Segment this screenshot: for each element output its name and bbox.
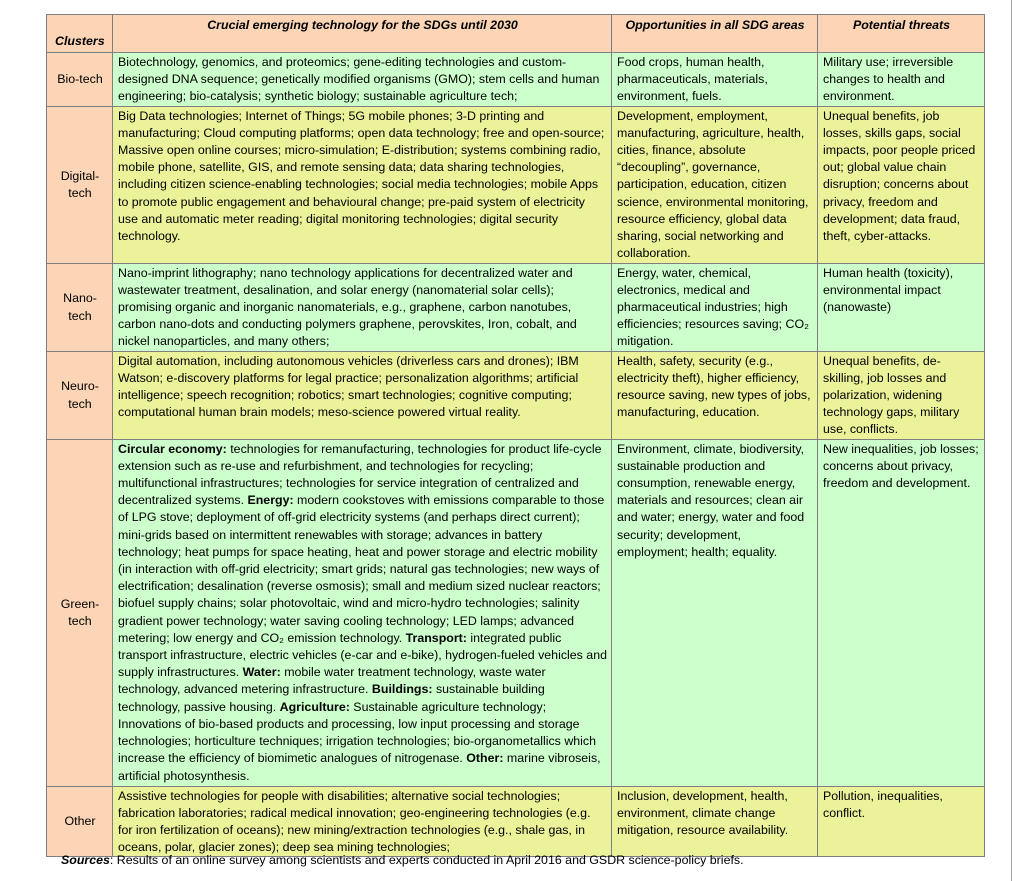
table-row-neurotech bbox=[47, 351, 985, 439]
cluster-label bbox=[47, 53, 113, 107]
subheading-energy: Energy: bbox=[247, 493, 294, 508]
source-label: Sources bbox=[61, 853, 110, 867]
text-transport: integrated public transport infrastructure, electric vehicles (e-car and e-bike), hydrogen-fueled vehicles and supply infrastructures. bbox=[118, 630, 607, 680]
table-row-digitaltech bbox=[47, 106, 985, 263]
cluster-label bbox=[47, 351, 113, 439]
cluster-name: Other bbox=[64, 814, 96, 829]
header-threats: Potential threats bbox=[818, 15, 985, 53]
table-row-other bbox=[47, 786, 985, 857]
opportunities-cell: Food crops, human health, pharmaceuticals, materials, environment, fuels. bbox=[612, 53, 818, 107]
technology-cell: Big Data technologies; Internet of Things; 5G mobile phones; 3-D printing and manufacturing; Cloud computing platforms; open data technology; free and open-source; Massive open online courses; micro-simulation; E-distribution; systems combining radio, mobile phone, satellite, GIS, and remote sensing data; data sharing technologies, including citizen science-enabling technologies; social media technologies; mobile Apps to promote public engagement and behavioural change; pre-paid system of electricity use and automatic meter reading; digital monitoring technologies; digital security technology. bbox=[113, 106, 612, 263]
cluster-name: Neuro-tech bbox=[61, 379, 99, 411]
text-agriculture: Sustainable agriculture technology; Innovations of bio-based products and processing, low input processing and storage technologies; horticulture techniques; irrigation technologies; bio-organometallics which increase the efficiency of biomimetic analogues of nitrogenase. bbox=[118, 699, 596, 766]
header-technology: Crucial emerging technology for the SDGs until 2030 bbox=[113, 15, 612, 53]
cluster-name: Green-tech bbox=[60, 596, 100, 629]
subheading-water: Water: bbox=[242, 665, 281, 680]
threats-cell: New inequalities, job losses; concerns about privacy, freedom and development. bbox=[818, 439, 985, 786]
text-buildings: sustainable building technology, passive housing. bbox=[118, 682, 545, 714]
threats-cell: Human health (toxicity), environmental impact (nanowaste) bbox=[818, 263, 985, 351]
threats-cell: Military use; irreversible changes to health and environment. bbox=[818, 53, 985, 107]
text-other: marine vibroseis, artificial photosynthesis. bbox=[118, 751, 601, 783]
opportunities-cell: Energy, water, chemical, electronics, medical and pharmaceutical industries; high efficiencies; resources saving; CO₂ mitigation. bbox=[612, 263, 818, 351]
cluster-label bbox=[47, 786, 113, 857]
header-clusters: Clusters bbox=[47, 15, 113, 53]
cluster-label bbox=[47, 439, 113, 786]
subheading-transport: Transport: bbox=[405, 630, 467, 645]
text-circular-economy: technologies for remanufacturing, technologies for product life-cycle extension such as re-use and refurbishment, and technologies for recycling; multifunctional infrastructures; technologies for service integration of centralized and decentralized systems. bbox=[118, 441, 602, 508]
threats-cell: Unequal benefits, de-skilling, job losses and polarization, widening technology gaps, military use, conflicts. bbox=[818, 351, 985, 439]
technology-cell: Nano-imprint lithography; nano technology applications for decentralized water and wastewater treatment, desalination, and solar energy (nanomaterial solar cells); promising organic and inorganic nanomaterials, e.g., graphene, carbon nanotubes, carbon nano-dots and conducting polymers graphene, perovskites, Iron, cobalt, and nickel nanoparticles, and many others; bbox=[113, 263, 612, 351]
header-opportunities: Opportunities in all SDG areas bbox=[612, 15, 818, 53]
cluster-name: Nano-tech bbox=[63, 291, 97, 323]
technology-cell: Biotechnology, genomics, and proteomics; gene-editing technologies and custom-designed DNA sequence; genetically modified organisms (GMO); stem cells and human engineering; bio-catalysis; synthetic biology; sustainable agriculture tech; bbox=[113, 53, 612, 107]
opportunities-cell: Development, employment, manufacturing, agriculture, health, cities, finance, absolute “decoupling”, governance, participation, education, citizen science, environmental monitoring, resource efficiency, global data sharing, social networking and collaboration. bbox=[612, 106, 818, 263]
source-text: : Results of an online survey among scientists and experts conducted in April 2016 and GSDR science-policy briefs. bbox=[109, 853, 744, 867]
cluster-label bbox=[47, 106, 113, 263]
text-energy: modern cookstoves with emissions comparable to those of LPG stove; deployment of off-grid electricity systems (and perhaps direct current); mini-grids based on intermittent renewables with storage; advances in battery technology; heat pumps for space heating, heat and power storage and electric mobility (in interaction with off-grid electricity; smart grids; natural gas technologies; new ways of electrification; desalination (reverse osmosis); small and medium sized nuclear reactors; biofuel supply chains; solar photovoltaic, wind and micro-hydro technologies; salinity gradient power technology; water saving cooling technology; LED lamps; advanced metering; low energy and CO₂ emission technology. bbox=[118, 493, 605, 645]
technology-cell: Digital automation, including autonomous vehicles (driverless cars and drones); IBM Watson; e-discovery platforms for legal practice; personalization algorithms; artificial intelligence; speech recognition; robotics; smart technologies; cognitive computing; computational human brain models; meso-science powered virtual reality. bbox=[113, 351, 612, 439]
threats-cell: Unequal benefits, job losses, skills gaps, social impacts, poor people priced out; global value chain disruption; concerns about privacy, freedom and development; data fraud, theft, cyber-attacks. bbox=[818, 106, 985, 263]
cluster-name: Bio-tech bbox=[57, 72, 103, 87]
source-note bbox=[61, 852, 744, 869]
opportunities-cell: Inclusion, development, health, environment, climate change mitigation, resource availability. bbox=[612, 786, 818, 857]
table-row-greentech bbox=[47, 439, 985, 786]
subheading-buildings: Buildings: bbox=[371, 682, 433, 697]
subheading-other: Other: bbox=[466, 751, 504, 766]
opportunities-cell: Health, safety, security (e.g., electricity theft), higher efficiency, resource saving, new types of jobs, manufacturing, education. bbox=[612, 351, 818, 439]
page-edge-line bbox=[1011, 0, 1012, 881]
cluster-label bbox=[47, 263, 113, 351]
subheading-circular-economy: Circular economy: bbox=[118, 441, 227, 456]
subheading-agriculture: Agriculture: bbox=[279, 699, 350, 714]
opportunities-cell: Environment, climate, biodiversity, sustainable production and consumption, renewable energy, materials and resources; clean air and water; energy, water and food security; development, employment; health; equality. bbox=[612, 439, 818, 786]
text-water: mobile water treatment technology, waste water technology, advanced metering infrastructure. bbox=[118, 665, 546, 697]
table-row-biotech bbox=[47, 53, 985, 107]
threats-cell: Pollution, inequalities, conflict. bbox=[818, 786, 985, 857]
table-row-nanotech bbox=[47, 263, 985, 351]
technology-cell: Assistive technologies for people with disabilities; alternative social technologies; fabrication laboratories; radical medical innovation; geo-engineering technologies (e.g. for iron fertilization of oceans); new mining/extraction technologies (e.g., shale gas, in oceans, polar, glacier zones); deep sea mining technologies; bbox=[113, 786, 612, 857]
sdg-technology-table bbox=[46, 14, 985, 857]
technology-cell bbox=[113, 439, 612, 786]
table-header-row bbox=[47, 15, 985, 53]
cluster-name: Digital-tech bbox=[60, 168, 100, 201]
